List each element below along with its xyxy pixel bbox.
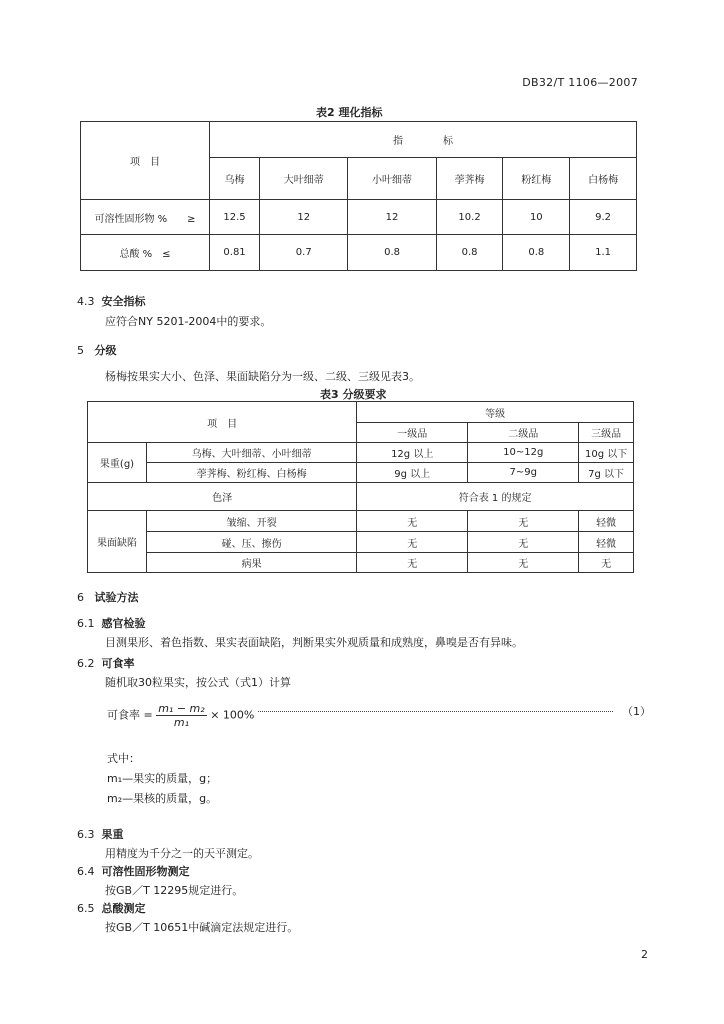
section-5-text: 杨梅按果实大小、色泽、果面缺陷分为一级、二级、三级见表3。 xyxy=(105,370,420,383)
table3-row-label: 乌梅、大叶细蒂、小叶细蒂 xyxy=(147,443,357,463)
table2-cell: 0.8 xyxy=(436,235,503,271)
table2-cell: 0.81 xyxy=(210,235,260,271)
section-number: 6.1 xyxy=(77,617,95,630)
section-number: 6.5 xyxy=(77,902,95,915)
table3-color-label: 色泽 xyxy=(88,483,357,511)
table3-row-label: 病果 xyxy=(147,553,357,573)
section-number: 6 xyxy=(77,591,84,604)
page-number: 2 xyxy=(641,948,648,961)
table-row xyxy=(81,235,637,271)
table3-grade: 一级品 xyxy=(357,423,468,443)
table2 xyxy=(80,121,637,271)
table2-cell: 10.2 xyxy=(436,200,503,235)
section-6-1-text: 目测果形、着色指数、果实表面缺陷，判断果实外观质量和成熟度，鼻嗅是否有异味。 xyxy=(105,636,523,649)
table3-cell: 10g 以下 xyxy=(579,443,634,463)
table2-item-header: 项 目 xyxy=(81,122,210,200)
section-number: 5 xyxy=(77,344,84,357)
section-number: 6.3 xyxy=(77,828,95,841)
table3-color-value: 符合表 1 的规定 xyxy=(357,483,634,511)
section-title: 感官检验 xyxy=(101,617,146,630)
formula-denominator: m₁ xyxy=(173,716,190,729)
formula-numerator: m₁ − m₂ xyxy=(158,702,205,715)
table3-caption: 表3 分级要求 xyxy=(320,388,387,401)
section-title: 果重 xyxy=(101,828,124,841)
where-intro: 式中： xyxy=(107,752,140,765)
section-6-5-text: 按GB／T 10651中碱滴定法规定进行。 xyxy=(105,921,299,934)
table2-variety: 小叶细蒂 xyxy=(348,158,436,200)
section-number: 4.3 xyxy=(77,295,95,308)
section-number: 6.4 xyxy=(77,865,95,878)
table3-cell: 7g 以下 xyxy=(579,463,634,483)
section-6-5-heading xyxy=(77,900,146,916)
table3-cell: 无 xyxy=(357,553,468,573)
table3-cell: 12g 以上 xyxy=(357,443,468,463)
formula-fraction xyxy=(156,702,206,729)
table2-cell: 12.5 xyxy=(210,200,260,235)
table2-row-label: 总酸 % ≤ xyxy=(81,235,210,271)
formula-leader-dots xyxy=(258,707,613,712)
section-6-3-text: 用精度为千分之一的天平测定。 xyxy=(105,847,259,860)
equation-number: （1） xyxy=(622,705,651,718)
document-code: DB32/T 1106—2007 xyxy=(522,76,638,89)
section-6-2-text: 随机取30粒果实，按公式（式1）计算 xyxy=(105,676,291,689)
table3-cell: 无 xyxy=(357,511,468,532)
section-title: 可食率 xyxy=(101,657,135,670)
table3-item-header: 项 目 xyxy=(88,402,357,443)
table3-cell: 无 xyxy=(579,553,634,573)
table3-weight-label: 果重(g) xyxy=(88,443,147,483)
section-title: 试验方法 xyxy=(94,591,139,604)
table3-grade: 三级品 xyxy=(579,423,634,443)
table3-cell: 无 xyxy=(357,532,468,553)
section-6-3-heading xyxy=(77,826,124,842)
table2-caption: 表2 理化指标 xyxy=(316,106,383,119)
table3-defect-label: 果面缺陷 xyxy=(88,511,147,573)
section-6-heading xyxy=(77,589,139,605)
table-row xyxy=(88,553,634,573)
section-number: 6.2 xyxy=(77,657,95,670)
table2-variety: 大叶细蒂 xyxy=(260,158,348,200)
table3-cell: 无 xyxy=(468,553,579,573)
table-row xyxy=(81,200,637,235)
section-5-heading xyxy=(77,342,117,358)
section-title: 安全指标 xyxy=(101,295,146,308)
section-4-3-heading xyxy=(77,293,146,309)
table3 xyxy=(87,401,634,573)
table2-variety: 荸荠梅 xyxy=(436,158,503,200)
formula-rhs: × 100% xyxy=(210,708,255,722)
table2-row-label: 可溶性固形物 % ≥ xyxy=(81,200,210,235)
table3-row-label: 皱缩、开裂 xyxy=(147,511,357,532)
table3-cell: 9g 以上 xyxy=(357,463,468,483)
section-6-1-heading xyxy=(77,615,146,631)
table3-grade: 二级品 xyxy=(468,423,579,443)
edible-rate-formula xyxy=(107,702,254,729)
section-title: 总酸测定 xyxy=(101,902,146,915)
table2-variety: 白杨梅 xyxy=(570,158,637,200)
table-row xyxy=(88,443,634,463)
table-row xyxy=(88,532,634,553)
table3-cell: 10~12g xyxy=(468,443,579,463)
table2-cell: 0.8 xyxy=(348,235,436,271)
table2-cell: 12 xyxy=(260,200,348,235)
table3-grade-header: 等级 xyxy=(357,402,634,423)
section-6-4-text: 按GB／T 12295规定进行。 xyxy=(105,884,244,897)
where-m1: m₁—果实的质量，g； xyxy=(107,772,218,785)
table3-row-label: 碰、压、擦伤 xyxy=(147,532,357,553)
table3-row-label: 荸荠梅、粉红梅、白杨梅 xyxy=(147,463,357,483)
table2-cell: 10 xyxy=(503,200,570,235)
section-title: 分级 xyxy=(94,344,117,357)
table2-cell: 0.7 xyxy=(260,235,348,271)
table2-cell: 9.2 xyxy=(570,200,637,235)
table2-cell: 12 xyxy=(348,200,436,235)
table2-variety: 粉红梅 xyxy=(503,158,570,200)
table-row xyxy=(88,463,634,483)
section-4-3-text: 应符合NY 5201-2004中的要求。 xyxy=(105,315,272,328)
formula-lhs: 可食率 = xyxy=(107,708,153,722)
table3-cell: 轻微 xyxy=(579,532,634,553)
table3-cell: 轻微 xyxy=(579,511,634,532)
section-6-2-heading xyxy=(77,655,135,671)
section-6-4-heading xyxy=(77,863,190,879)
where-m2: m₂—果核的质量，g。 xyxy=(107,792,218,805)
table2-variety: 乌梅 xyxy=(210,158,260,200)
table-row xyxy=(88,483,634,511)
table2-cell: 1.1 xyxy=(570,235,637,271)
section-title: 可溶性固形物测定 xyxy=(101,865,190,878)
table3-cell: 无 xyxy=(468,532,579,553)
table2-cell: 0.8 xyxy=(503,235,570,271)
table3-cell: 无 xyxy=(468,511,579,532)
table3-cell: 7~9g xyxy=(468,463,579,483)
table-row xyxy=(88,511,634,532)
table2-indicator-header: 指 标 xyxy=(210,122,637,158)
